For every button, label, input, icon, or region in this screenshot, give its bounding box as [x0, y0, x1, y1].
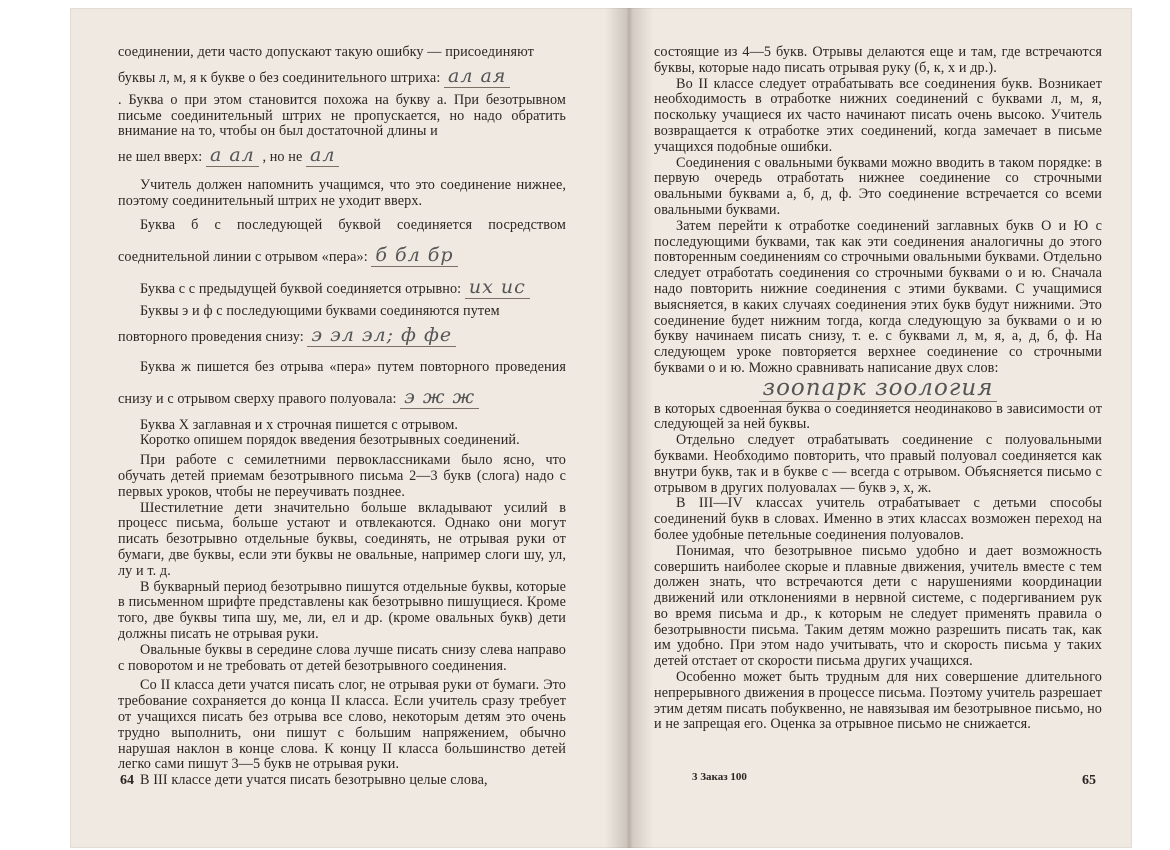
paragraph: В III—IV классах учитель отрабатывает с детьми способы соединений букв в словах. Именно в этих классах возможен переход на более удобные петельные соединения полуовалов. [654, 495, 1102, 543]
paragraph: соединении, дети часто допускают такую ошибку — присоединяют [118, 44, 534, 60]
text: , но не [262, 149, 303, 166]
right-page-text [654, 45, 1102, 733]
left-page [70, 8, 610, 848]
paragraph: в которых сдвоенная буква о соединяется неодинаково в зависимости от следующей за ней буквы. [654, 400, 1102, 433]
paragraph: Понимая, что безотрывное письмо удобно и дает возможность совершить наиболее скорые и плавные движения, учитель вместе с тем должен знать, что встречаются дети с нарушениями координации движений или отклонениями в нервной системе, с подергиванием рук во время письма и др., к которым не следует применять правила о безотрывности письма. Таким детям можно разрешить писать так, как им удобно. При этом надо учитывать, что и скорость письма у таких детей отстает от скорости письма других учащихся. [654, 542, 1102, 670]
handwriting-sample: зоопарк зоология [759, 375, 998, 402]
paragraph [118, 61, 566, 93]
handwriting-sample: их ис [465, 276, 530, 299]
handwriting-sample: ал ая [444, 65, 510, 88]
paragraph: В букварный период безотрывно пишутся отдельные буквы, которые в письменном шрифте представлены как безотрывно пишущиеся. Кроме того, две буквы типа шу, ме, ли, ел и др. (кроме овальных букв) дети должны писать не отрывая руки. [118, 578, 566, 642]
text: буквы л, м, я к букве о без соединительного штриха: [118, 69, 441, 86]
paragraph: Затем перейти к отработке соединений заглавных букв О и Ю с последующими буквами, так как эти соединения аналогичны до этого повторенным соединениям со строчными овальными буквами. Отдельно следует отработать соединения со строчными буквами о и ю. Сначала надо повторить нижние соединения с этими буквами. С учащимися выясняется, в каких случаях соединения этих букв будут нижними. Это соединение будет нижним тогда, когда следующую за буквами о и ю букву начинаем писать снизу, т. е. с буквами л, м, я, а, д, б, ф. На следующем уроке повторяется верхнее соединение со строчными буквами о и ю. Можно сравнивать написание двух слов: [654, 217, 1102, 376]
book-spread [70, 8, 1132, 848]
paragraph [118, 320, 566, 352]
paragraph: Буквы э и ф с последующими буквами соединяются путем [140, 302, 500, 319]
paragraph [118, 272, 566, 304]
handwriting-sample: ал [306, 144, 339, 167]
handwriting-line [654, 374, 1102, 401]
paragraph: . Буква о при этом становится похожа на букву а. При безотрывном письме соединительный штрих не пропускается, но надо обратить внимание на то, чтобы он был достаточной длины и [118, 91, 566, 140]
paragraph: состоящие из 4—5 букв. Отрывы делаются еще и там, где встречаются буквы, которые надо писать отрывая руку (б, к, х и др.). [654, 44, 1102, 76]
text: не шел вверх: [118, 149, 203, 166]
paragraph: Шестилетние дети значительно больше вкладывают усилий в процесс письма, больше устают и отвлекаются. Однако они могут писать безотрывно отдельные буквы, соединять, не отрывая руки от бумаги, две буквы, если эти буквы не овальные, например слоги шу, ул, лу и т. д. [118, 499, 566, 579]
paragraph: Отдельно следует отрабатывать соединение с полуовальными буквами. Необходимо повторить, что правый полуовал соединяется как внутри букв, так и в букве с — всегда с отрывом. Объясняется письмо с отрывом в других полуовалах — букв э, х, ж. [654, 432, 1102, 496]
handwriting-sample: б бл бр [371, 244, 457, 267]
paragraph [118, 140, 566, 172]
print-signature: 3 Заказ 100 [692, 771, 747, 783]
paragraph: Соединения с овальными буквами можно вводить в таком порядке: в первую очередь отработать нижнее соединение со строчными овальными буквами а, б, д, ф. Это соединение встречается со всеми овальными буквами. [654, 154, 1102, 218]
paragraph: Во II классе следует отрабатывать все соединения букв. Возникает необходимость в отработке нижних соединений с буквами л, м, я, поскольку учащиеся их часто начинают писать очень высоко. Учитель возвращается к отработке этих соединений, когда замечает в письме учащихся подобные ошибки. [654, 75, 1102, 155]
paragraph [118, 352, 566, 414]
paragraph: Коротко опишем порядок введения безотрывных соединений. [140, 432, 520, 449]
page-number: 65 [1082, 773, 1096, 788]
paragraph: Овальные буквы в середине слова лучше писать снизу слева направо с поворотом и не требовать от детей безотрывного соединения. [118, 641, 566, 674]
paragraph: Учитель должен напомнить учащимся, что это соединение нижнее, поэтому соединительный штрих не уходит вверх. [118, 177, 566, 209]
handwriting-sample: э ж ж [400, 386, 479, 409]
text: Буква с с предыдущей буквой соединяется отрывно: [140, 280, 462, 297]
paragraph: Особенно может быть трудным для них совершение длительного непрерывного движения в процессе письма. Поэтому учитель разрешает этим детям писать побуквенно, не навязывая им безотрывное письмо, но и не запрещая его. Оценка за отрывное письмо не снижается. [654, 669, 1102, 733]
text: Буква б с последующей буквой соединяется посредством соеднительной линии с отрывом «пера»: [118, 216, 566, 265]
page-number: 64 [120, 773, 134, 788]
paragraph: В III классе дети учатся писать безотрывно целые слова, [140, 772, 488, 789]
paragraph: Буква Х заглавная и х строчная пишется с отрывом. [140, 416, 459, 433]
left-page-text [118, 45, 566, 789]
handwriting-sample: э эл эл; ф фе [307, 324, 456, 347]
handwriting-sample: а ал [206, 144, 259, 167]
paragraph: Со II класса дети учатся писать слог, не отрывая руки от бумаги. Это требование сохраняется до конца II класса. Если учитель сразу требует от учащихся писать без отрыва все слово, некоторым детям это очень трудно выполнить, они пишут с большим напряжением, обычно нарушая наклон в конце слова. К концу II класса большинство детей легко сами пишут 3—5 букв не отрывая руки. [118, 677, 566, 773]
paragraph [118, 210, 566, 272]
text: Буква ж пишется без отрыва «пера» путем повторного проведения снизу и с отрывом сверху правого полуовала: [118, 358, 566, 407]
paragraph: При работе с семилетними первоклассниками было ясно, что обучать детей приемам безотрывного письма 2—3 букв (слога) надо с первых уроков, чтобы не переучивать позднее. [118, 452, 566, 500]
right-page [630, 8, 1132, 848]
text: повторного проведения снизу: [118, 328, 304, 345]
